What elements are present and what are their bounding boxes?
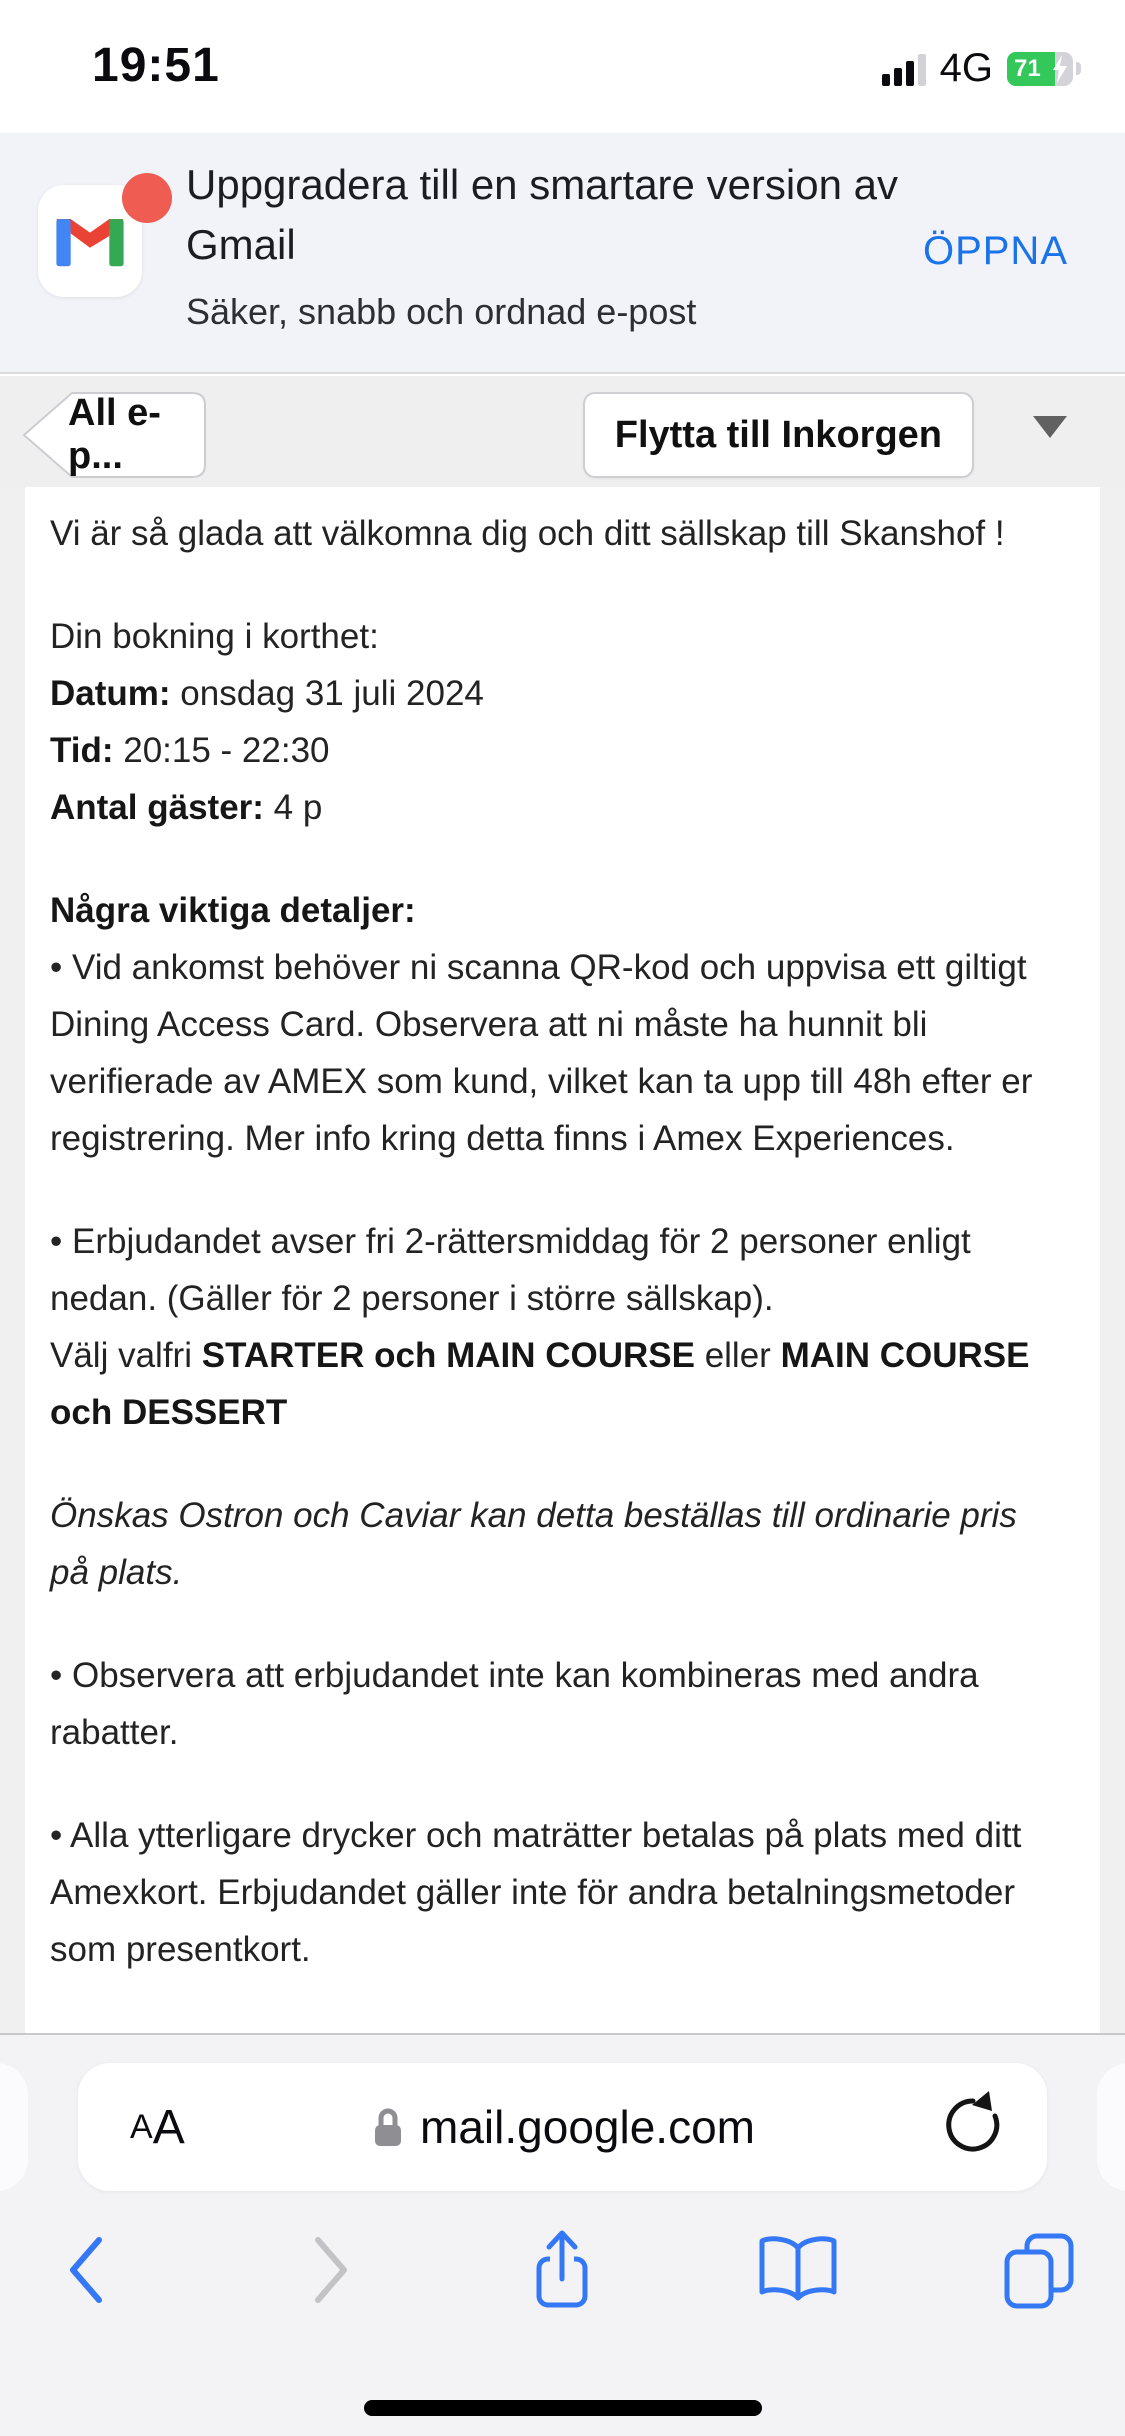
email-paragraph bbox=[50, 608, 1075, 836]
banner-title bbox=[186, 155, 946, 275]
charging-bolt-icon bbox=[1051, 55, 1069, 83]
next-tab-stub[interactable] bbox=[1097, 2063, 1125, 2191]
share-up-arrow-icon bbox=[528, 2225, 596, 2315]
email-text-line: Några viktiga detaljer: bbox=[50, 891, 416, 930]
email-text-line: Din bokning i korthet: bbox=[50, 617, 379, 656]
tabs-button[interactable] bbox=[994, 2225, 1084, 2315]
email-text-line: • Observera att erbjudandet inte kan kombineras med andra bbox=[50, 1656, 979, 1695]
email-paragraph bbox=[50, 1213, 1075, 1441]
web-content bbox=[0, 487, 1125, 2033]
battery-cap bbox=[1076, 62, 1081, 75]
smart-app-banner bbox=[0, 133, 1125, 374]
open-book-icon bbox=[754, 2230, 842, 2310]
email-paragraph bbox=[50, 505, 1075, 562]
email-text-line: och DESSERT bbox=[50, 1393, 288, 1432]
status-time: 19:51 bbox=[92, 39, 220, 92]
reader-a-small: A bbox=[130, 2107, 153, 2146]
email-paragraph bbox=[50, 1647, 1075, 1761]
share-button[interactable] bbox=[517, 2225, 607, 2315]
email-text-line: Datum: onsdag 31 juli 2024 bbox=[50, 674, 484, 713]
chevron-right-icon bbox=[311, 2234, 351, 2306]
email-body bbox=[25, 487, 1100, 2033]
email-text-line: Antal gäster: 4 p bbox=[50, 788, 323, 827]
email-text-line: registrering. Mer info kring detta finns i Amex Experiences. bbox=[50, 1119, 955, 1158]
back-nav-button[interactable] bbox=[41, 2225, 131, 2315]
status-indicators bbox=[882, 46, 1081, 91]
safari-bottom-bar bbox=[0, 2033, 1125, 2436]
tab-squares-icon bbox=[999, 2230, 1079, 2310]
move-to-inbox-button[interactable]: Flytta till Inkorgen bbox=[583, 392, 974, 478]
chevron-left-icon bbox=[66, 2234, 106, 2306]
email-text-line: Amexkort. Erbjudandet gäller inte för andra betalningsmetoder bbox=[50, 1873, 1015, 1912]
banner-subtitle: Säker, snabb och ordnad e-post bbox=[186, 291, 697, 332]
email-text-line: Vi är så glada att välkomna dig och ditt sällskap till Skanshof ! bbox=[50, 514, 1005, 553]
status-bar bbox=[0, 0, 1125, 133]
banner-title-line2: Gmail bbox=[186, 221, 296, 268]
back-to-folder-button[interactable] bbox=[20, 392, 206, 478]
reload-icon[interactable] bbox=[939, 2089, 1003, 2161]
home-indicator[interactable] bbox=[364, 2400, 762, 2416]
back-button-label: All e-p... bbox=[68, 392, 161, 477]
battery-icon bbox=[1007, 52, 1073, 86]
dropdown-arrow-icon[interactable] bbox=[1033, 416, 1067, 438]
url-text: mail.google.com bbox=[420, 2101, 755, 2153]
open-app-button[interactable]: ÖPPNA bbox=[922, 229, 1068, 273]
forward-nav-button[interactable] bbox=[286, 2225, 376, 2315]
email-paragraph bbox=[50, 1487, 1075, 1601]
email-paragraph bbox=[50, 1807, 1075, 1978]
email-text-line: på plats. bbox=[50, 1553, 183, 1592]
notification-dot-icon bbox=[122, 173, 172, 223]
email-text-line: • Alla ytterligare drycker och maträtter betalas på plats med ditt bbox=[50, 1816, 1022, 1855]
email-text-line: Dining Access Card. Observera att ni måste ha hunnit bli bbox=[50, 1005, 928, 1044]
gmail-toolbar bbox=[0, 376, 1125, 487]
email-text-line: verifierade av AMEX som kund, vilket kan ta upp till 48h efter er bbox=[50, 1062, 1033, 1101]
email-text-line: Tid: 20:15 - 22:30 bbox=[50, 731, 330, 770]
cellular-signal-icon bbox=[882, 52, 926, 86]
email-text-line: Önskas Ostron och Caviar kan detta beställas till ordinarie pris bbox=[50, 1496, 1017, 1535]
email-paragraph bbox=[50, 882, 1075, 1167]
previous-tab-stub[interactable] bbox=[0, 2063, 28, 2191]
reader-a-large: A bbox=[152, 2100, 185, 2154]
address-bar[interactable] bbox=[78, 2063, 1047, 2191]
battery-percent: 71 bbox=[1014, 54, 1041, 82]
bookmarks-button[interactable] bbox=[753, 2225, 843, 2315]
lock-icon bbox=[370, 2104, 406, 2150]
network-type-label: 4G bbox=[939, 46, 993, 90]
email-text-line: • Vid ankomst behöver ni scanna QR-kod och uppvisa ett giltigt bbox=[50, 948, 1027, 987]
email-text-line: Välj valfri STARTER och MAIN COURSE eller MAIN COURSE bbox=[50, 1336, 1030, 1375]
email-text-line: • Erbjudandet avser fri 2-rättersmiddag för 2 personer enligt bbox=[50, 1222, 971, 1261]
banner-title-line1: Uppgradera till en smartare version av bbox=[186, 161, 898, 208]
url-domain bbox=[78, 2063, 1047, 2191]
gmail-m-logo-icon bbox=[48, 199, 132, 283]
email-text-line: nedan. (Gäller för 2 personer i större sällskap). bbox=[50, 1279, 774, 1318]
safari-nav-row bbox=[0, 2225, 1125, 2315]
email-text-line: som presentkort. bbox=[50, 1930, 311, 1969]
email-text-line: rabatter. bbox=[50, 1713, 179, 1752]
